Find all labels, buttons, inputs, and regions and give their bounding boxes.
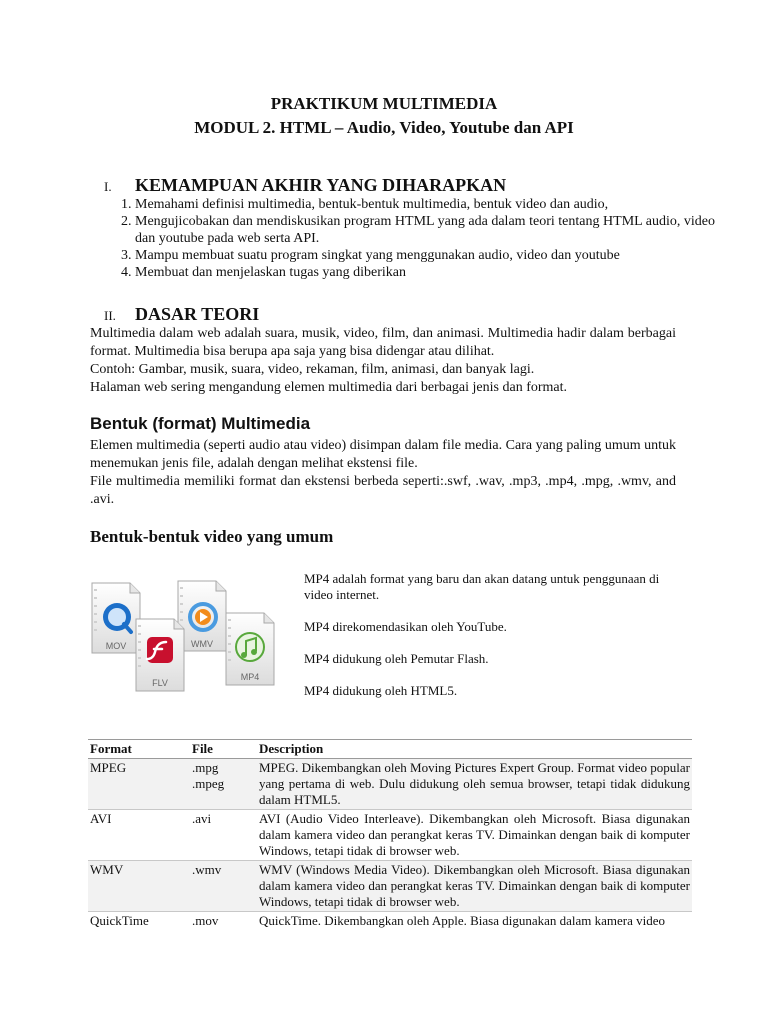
format-cell: AVI xyxy=(88,810,190,861)
paragraph: Multimedia dalam web adalah suara, musik, video, film, dan animasi. Multimedia hadir dalam berbagai format. Multimedia bisa berupa apa saja yang bisa didengar atau dilihat. xyxy=(90,326,676,359)
format-cell: WMV xyxy=(88,861,190,912)
video-formats-heading: Bentuk-bentuk video yang umum xyxy=(90,527,334,546)
section-heading-kemampuan xyxy=(104,175,506,196)
flv-label: FLV xyxy=(152,678,168,688)
section-number: I. xyxy=(104,179,112,194)
table-header-row xyxy=(88,740,692,759)
flv-file-icon xyxy=(136,619,184,691)
column-header-format: Format xyxy=(88,740,190,759)
page-title: PRAKTIKUM MULTIMEDIA xyxy=(270,94,498,113)
description-cell: QuickTime. Dikembangkan oleh Apple. Biasa digunakan dalam kamera video xyxy=(257,912,692,931)
mp4-file-icon xyxy=(226,613,274,685)
section-number: II. xyxy=(104,308,116,323)
format-cell: QuickTime xyxy=(88,912,190,931)
note: MP4 direkomendasikan oleh YouTube. xyxy=(304,619,507,634)
column-header-file: File xyxy=(190,740,257,759)
list-item: 1. Memahami definisi multimedia, bentuk-bentuk multimedia, bentuk video dan audio, xyxy=(135,196,715,213)
format-heading: Bentuk (format) Multimedia xyxy=(90,414,311,433)
wmv-label: WMV xyxy=(191,639,213,649)
module-subtitle: MODUL 2. HTML – Audio, Video, Youtube dan API xyxy=(194,118,574,137)
video-format-table xyxy=(88,739,692,930)
file-extension: .wmv xyxy=(192,862,222,877)
file-cell xyxy=(190,810,257,861)
file-extension: .mov xyxy=(192,913,219,928)
mp4-label: MP4 xyxy=(240,672,260,682)
list-item: 4. Membuat dan menjelaskan tugas yang diberikan xyxy=(135,264,715,281)
mov-label: MOV xyxy=(105,641,127,651)
section-heading-dasar-teori xyxy=(104,304,259,325)
description-cell: MPEG. Dikembangkan oleh Moving Pictures Expert Group. Format video popular yang pertama di web. Dulu didukung oleh semua browser, tetapi tidak didukung dalam HTML5. xyxy=(257,759,692,810)
video-format-icons xyxy=(86,575,286,695)
section-title: KEMAMPUAN AKHIR YANG DIHARAPKAN xyxy=(135,175,507,195)
file-extension: .mpg xyxy=(192,760,219,775)
paragraph: Contoh: Gambar, musik, suara, video, rekaman, film, animasi, dan banyak lagi. xyxy=(90,362,535,377)
format-text xyxy=(90,437,676,509)
file-extension: .avi xyxy=(192,811,212,826)
paragraph: Elemen multimedia (seperti audio atau video) disimpan dalam file media. Cara yang paling umum untuk menemukan jenis file, adalah dengan melihat ekstensi file. xyxy=(90,438,676,471)
description-cell: AVI (Audio Video Interleave). Dikembangkan oleh Microsoft. Biasa digunakan dalam kamera video dan perangkat keras TV. Dimainkan dengan baik di komputer Windows, tetapi tidak di browser web. xyxy=(257,810,692,861)
file-cell xyxy=(190,759,257,810)
note: MP4 adalah format yang baru dan akan datang untuk penggunaan di video internet. xyxy=(304,571,660,602)
file-cell xyxy=(190,861,257,912)
mov-file-icon xyxy=(92,583,140,653)
paragraph: Halaman web sering mengandung elemen multimedia dari berbagai jenis dan format. xyxy=(90,380,568,395)
list-item: 2. Mengujicobakan dan mendiskusikan program HTML yang ada dalam teori tentang HTML audio, video dan youtube pada web serta API. xyxy=(135,213,715,247)
note: MP4 didukung oleh HTML5. xyxy=(304,683,458,698)
wmv-file-icon xyxy=(178,581,226,651)
note: MP4 didukung oleh Pemutar Flash. xyxy=(304,651,489,666)
table-row xyxy=(88,810,692,861)
description-cell: WMV (Windows Media Video). Dikembangkan oleh Microsoft. Biasa digunakan dalam kamera video dan perangkat keras TV. Dimainkan dengan baik di komputer Windows, tetapi tidak di browser web. xyxy=(257,861,692,912)
file-cell xyxy=(190,912,257,931)
list-item: 3. Mampu membuat suatu program singkat yang menggunakan audio, video dan youtube xyxy=(135,247,715,264)
table-row xyxy=(88,861,692,912)
dasar-teori-text xyxy=(90,325,676,397)
format-cell: MPEG xyxy=(88,759,190,810)
column-header-description: Description xyxy=(257,740,692,759)
paragraph: File multimedia memiliki format dan ekstensi berbeda seperti:.swf, .wav, .mp3, .mp4, .mpg, .wmv, and .avi. xyxy=(90,474,676,507)
table-row xyxy=(88,759,692,810)
file-extension: .mpeg xyxy=(192,776,225,791)
mp4-notes xyxy=(304,571,684,715)
section-title: DASAR TEORI xyxy=(135,304,260,324)
table-row xyxy=(88,912,692,931)
goals-list xyxy=(96,196,715,281)
